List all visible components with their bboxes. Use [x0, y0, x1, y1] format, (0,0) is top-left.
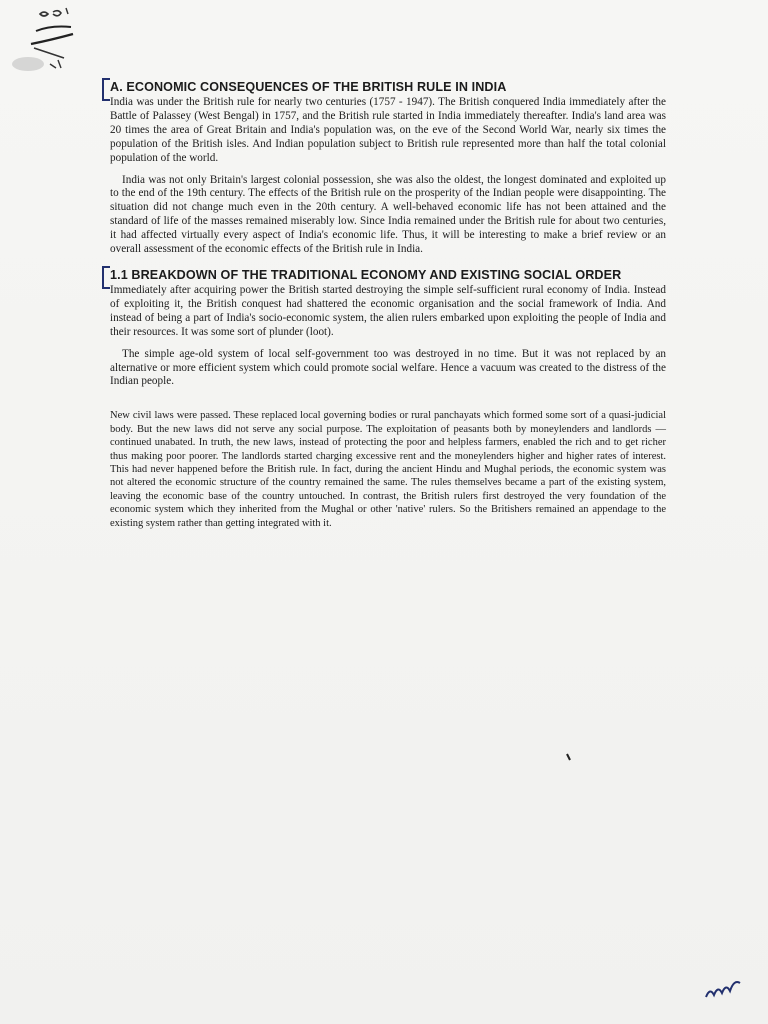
paragraph: The simple age-old system of local self-government too was destroyed in no time. But it was not replaced by an alternative or more efficient system which could promote social welfare. Hence a vacuum was created to the distress of the Indian people. [110, 347, 666, 388]
section-heading [110, 267, 666, 284]
paragraph: India was not only Britain's largest colonial possession, she was also the oldest, the longest dominated and exploited up to the end of the 19th century. The effects of the British rule on the prosperity of the Indian people were disappointing. The situation did not change much even in the 20th century. A well-behaved economic life has not been attained and the standard of life of the masses remained miserably low. Since India remained under the British rule for about two centuries, it had affected virtually every aspect of India's economic life. Thus, it will be interesting to make a brief review or an overall assessment of the economic effects of the British rule in India. [110, 173, 666, 256]
heading-text: 1.1 BREAKDOWN OF THE TRADITIONAL ECONOMY AND EXISTING SOCIAL ORDER [110, 267, 622, 282]
section-heading [110, 79, 666, 96]
paragraph: New civil laws were passed. These replaced local governing bodies or rural panchayats which formed some sort of a quasi-judicial body. But the new laws did not serve any social purpose. The exploitation of peasants both by moneylenders and landlords — continued unabated. In truth, the new laws, instead of protecting the poor and helpless farmers, enabled the rich and to get richer thus making poor poorer. The landlords started charging excessive rent and the moneylenders higher and higher rates of interest. This had never happened before the British rule. In fact, during the ancient Hindu and Mughal periods, the economic system was not altered the economic structure of the country remained the same. The rules themselves became a part of the existing system, leaving the economic base of the country untouched. In contrast, the British rulers first destroyed the very foundation of the economic system which they inherited from the Mughal or other 'native' rulers. So the Britishers remained an appendage to the existing system rather than getting integrated with it. [110, 410, 666, 529]
pen-bracket-icon [102, 78, 110, 101]
handwritten-scribble-icon [6, 4, 96, 84]
paragraph: Immediately after acquiring power the British started destroying the simple self-sufficient rural economy of India. Instead of exploiting it, the British conquest had shattered the economic organisation and the social framework of India. And instead of being a part of India's socio-economic system, the alien rulers embarked upon exploiting the people of India and their resources. It was some sort of plunder (loot). [110, 283, 666, 338]
document-body [110, 79, 666, 530]
paragraph: India was under the British rule for nearly two centuries (1757 - 1947). The British conquered India immediately after the Battle of Palassey (West Bengal) in 1757, and the British rule started in India immediately thereafter. India's land area was 20 times the area of Great Britain and India's population was, on the eve of the Second World War, nearly six times the population of the British isles. And Indian population subject to British rule represented more than half the total colonial population of the world. [110, 96, 666, 164]
ink-dot-icon [566, 753, 572, 761]
handwritten-corner-mark-icon [700, 975, 750, 1005]
pen-bracket-icon [102, 266, 110, 289]
heading-text: A. ECONOMIC CONSEQUENCES OF THE BRITISH RULE IN INDIA [110, 80, 507, 94]
